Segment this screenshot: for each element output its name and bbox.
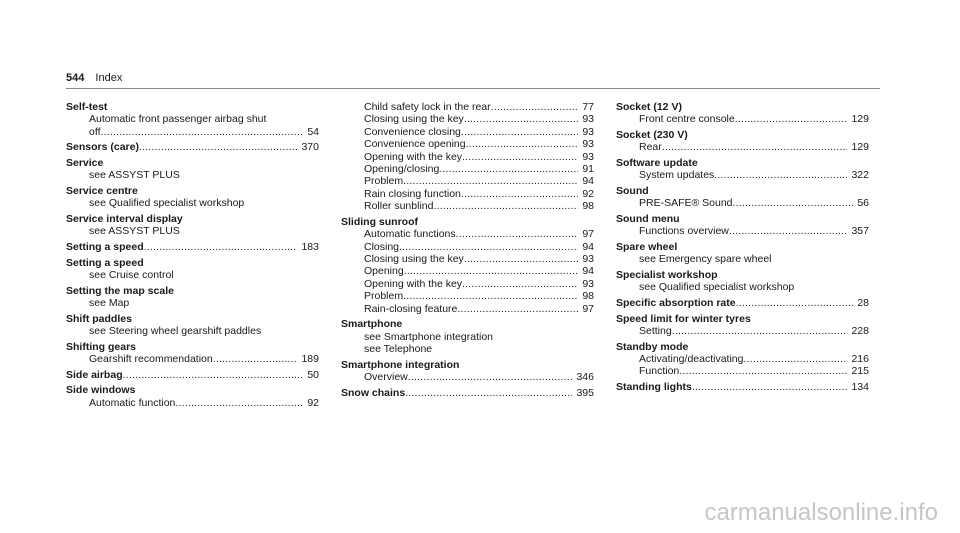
entry-subline — [66, 113, 319, 125]
subentry-text: see Cruise control — [89, 269, 174, 281]
page-ref[interactable]: 94 — [582, 265, 594, 278]
entry-title: Service interval display — [66, 213, 183, 225]
entry-subline — [341, 126, 594, 138]
index-entry — [66, 101, 319, 138]
entry-heading-line — [341, 318, 594, 330]
leader-dots — [403, 290, 578, 302]
leader-dots — [692, 381, 848, 393]
subentry-text: Closing using the key — [364, 253, 464, 266]
leader-dots — [405, 387, 572, 399]
subentry-text: Functions overview — [639, 225, 729, 238]
entry-title: Side airbag — [66, 368, 123, 381]
entry-heading-line — [66, 101, 319, 113]
entry-subline — [341, 101, 594, 113]
page-ref[interactable]: 370 — [301, 141, 319, 154]
leader-dots — [462, 151, 578, 163]
entry-subline — [616, 253, 869, 265]
entry-heading-line — [66, 157, 319, 169]
index-entry — [616, 381, 869, 393]
entry-subline — [341, 200, 594, 212]
index-entry — [616, 157, 869, 182]
subentry-text: Gearshift recommendation — [89, 353, 213, 365]
page-header — [66, 72, 122, 84]
entry-title: Shifting gears — [66, 340, 137, 353]
index-entry — [66, 384, 319, 409]
index-entry — [66, 285, 319, 310]
index-entry — [341, 318, 594, 355]
subentry-text: Problem — [364, 175, 404, 188]
entry-title: Standing lights — [616, 381, 692, 393]
page-ref[interactable]: 92 — [582, 187, 594, 200]
index-entry — [66, 369, 319, 381]
entry-heading-line — [66, 313, 319, 325]
leader-dots — [491, 101, 579, 113]
entry-heading-line — [66, 384, 319, 396]
leader-dots — [735, 113, 848, 125]
subentry-text: Function — [639, 365, 680, 378]
leader-dots — [123, 369, 304, 381]
entry-subline — [616, 353, 869, 365]
entry-heading-line — [616, 185, 869, 197]
subentry-text: see Map — [89, 297, 130, 309]
page-ref[interactable]: 215 — [851, 365, 869, 378]
leader-dots — [139, 141, 298, 153]
entry-title: Snow chains — [341, 386, 406, 399]
page-ref[interactable]: 93 — [582, 138, 594, 151]
index-entry — [66, 141, 319, 153]
entry-subline — [341, 151, 594, 163]
leader-dots — [466, 138, 579, 150]
page-ref[interactable]: 228 — [851, 325, 869, 337]
entry-subline — [66, 297, 319, 309]
index-column-1 — [66, 101, 319, 412]
entry-heading-line — [616, 297, 869, 309]
page-ref[interactable]: 50 — [307, 368, 319, 381]
leader-dots — [743, 353, 847, 365]
subentry-text: Child safety lock in the rear — [364, 101, 491, 113]
index-entry — [341, 216, 594, 315]
entry-title: Software update — [616, 157, 698, 169]
leader-dots — [461, 126, 578, 138]
subentry-text: Rear — [639, 141, 662, 154]
entry-heading-line — [66, 213, 319, 225]
subentry-text: see Qualified specialist workshop — [89, 197, 245, 210]
subentry-text: System updates — [639, 169, 715, 182]
entry-subline — [341, 343, 594, 355]
page-ref[interactable]: 216 — [851, 353, 869, 365]
entry-subline — [341, 138, 594, 150]
index-entry — [616, 241, 869, 266]
leader-dots — [736, 297, 854, 309]
entry-subline — [341, 253, 594, 265]
entry-title: Smartphone integration — [341, 358, 460, 371]
entry-title: Socket (230 V) — [616, 129, 688, 141]
leader-dots — [408, 371, 573, 383]
entry-heading-line — [66, 241, 319, 253]
page-ref[interactable]: 94 — [582, 240, 594, 253]
leader-dots — [662, 141, 848, 153]
entry-heading-line — [616, 381, 869, 393]
leader-dots — [729, 225, 848, 237]
entry-subline — [66, 397, 319, 409]
page-ref[interactable]: 97 — [582, 302, 594, 315]
entry-title: Sensors (care) — [66, 141, 139, 154]
section-title: Index — [95, 72, 123, 84]
index-entry — [616, 341, 869, 378]
entry-title: Sliding sunroof — [341, 215, 418, 228]
watermark: carmanualsonline.info — [704, 499, 938, 526]
entry-heading-line — [616, 129, 869, 141]
entry-title: Self-test — [66, 101, 108, 113]
leader-dots — [714, 169, 847, 181]
index-entry — [616, 213, 869, 238]
entry-subline — [341, 371, 594, 383]
index-entry — [616, 101, 869, 126]
leader-dots — [733, 197, 854, 209]
leader-dots — [213, 353, 298, 365]
entry-title: Sound — [616, 185, 649, 197]
page-ref[interactable]: 134 — [851, 381, 869, 393]
index-entry — [616, 313, 869, 338]
subentry-text: Opening — [364, 265, 404, 278]
leader-dots — [464, 253, 579, 265]
entry-subline — [341, 113, 594, 125]
entry-title: Speed limit for winter tyres — [616, 312, 751, 325]
leader-dots — [144, 241, 298, 253]
subentry-text: see Emergency spare wheel — [639, 253, 772, 266]
entry-heading-line — [341, 359, 594, 371]
entry-subline — [66, 325, 319, 337]
page-ref[interactable]: 54 — [307, 125, 319, 138]
entry-title: Socket (12 V) — [616, 101, 682, 113]
page-ref[interactable]: 93 — [582, 253, 594, 266]
page-ref[interactable]: 93 — [582, 150, 594, 163]
subentry-text: Roller sunblind — [364, 200, 434, 213]
page-ref[interactable]: 129 — [851, 141, 869, 154]
leader-dots — [456, 228, 579, 240]
page-ref[interactable]: 91 — [582, 163, 594, 176]
entry-title: Standby mode — [616, 340, 689, 353]
index-entry — [616, 269, 869, 294]
index-column-3 — [616, 101, 869, 397]
entry-title: Specific absorption rate — [616, 297, 736, 309]
entry-subline — [616, 325, 869, 337]
index-entry — [66, 241, 319, 253]
page-ref[interactable]: 28 — [857, 297, 869, 309]
entry-subline — [616, 169, 869, 181]
page-number: 544 — [66, 72, 85, 84]
index-entry — [341, 101, 594, 213]
leader-dots — [439, 163, 578, 175]
entry-subline — [341, 278, 594, 290]
entry-title: Smartphone — [341, 318, 403, 331]
leader-dots — [404, 265, 579, 277]
index-entry — [66, 185, 319, 210]
subentry-text: Closing using the key — [364, 113, 464, 126]
page-ref[interactable]: 97 — [582, 228, 594, 241]
subentry-text: see Smartphone integration — [364, 330, 493, 343]
index-entry — [66, 257, 319, 282]
leader-dots — [433, 200, 578, 212]
entry-heading-line — [66, 341, 319, 353]
leader-dots — [457, 303, 578, 315]
entry-subline — [341, 188, 594, 200]
leader-dots — [679, 365, 847, 377]
page-ref[interactable]: 98 — [582, 200, 594, 213]
subentry-text: Automatic front passenger airbag shut — [89, 113, 267, 126]
entry-heading-line — [66, 185, 319, 197]
entry-subline — [616, 197, 869, 209]
subentry-text: Convenience closing — [364, 125, 461, 138]
subentry-text: Closing — [364, 240, 400, 253]
entry-title: Service — [66, 157, 104, 169]
subentry-text: Opening with the key — [364, 150, 463, 163]
page-ref[interactable]: 322 — [851, 169, 869, 182]
entry-heading-line — [616, 213, 869, 225]
page-ref[interactable]: 129 — [851, 113, 869, 126]
entry-subline — [341, 331, 594, 343]
subentry-text: off — [89, 125, 101, 138]
entry-title: Spare wheel — [616, 241, 678, 253]
page-ref[interactable]: 183 — [301, 241, 319, 253]
entry-subline — [616, 281, 869, 293]
entry-title: Specialist workshop — [616, 269, 718, 281]
index-entry — [616, 129, 869, 154]
entry-subline — [616, 225, 869, 237]
entry-subline — [616, 365, 869, 377]
entry-subline — [341, 175, 594, 187]
entry-heading-line — [341, 216, 594, 228]
leader-dots — [399, 241, 578, 253]
subentry-text: Setting — [639, 325, 672, 337]
entry-heading-line — [616, 313, 869, 325]
leader-dots — [100, 126, 303, 138]
index-entry — [66, 341, 319, 366]
leader-dots — [461, 188, 578, 200]
subentry-text: Front centre console — [639, 113, 735, 126]
entry-subline — [341, 228, 594, 240]
page-ref[interactable]: 56 — [857, 197, 869, 210]
entry-subline — [341, 290, 594, 302]
entry-subline — [66, 225, 319, 237]
entry-subline — [341, 163, 594, 175]
page-ref[interactable]: 189 — [301, 353, 319, 365]
entry-title: Setting a speed — [66, 241, 144, 253]
entry-subline — [341, 265, 594, 277]
index-entry — [616, 297, 869, 309]
entry-title: Setting a speed — [66, 256, 144, 269]
page-ref[interactable]: 94 — [582, 175, 594, 188]
entry-title: Setting the map scale — [66, 284, 174, 297]
page-ref[interactable]: 77 — [582, 101, 594, 113]
subentry-text: Overview — [364, 371, 408, 384]
entry-subline — [66, 353, 319, 365]
entry-title: Shift paddles — [66, 312, 132, 325]
subentry-text: Opening/closing — [364, 163, 440, 176]
leader-dots — [462, 278, 578, 290]
subentry-text: PRE-SAFE® Sound — [639, 197, 733, 210]
entry-subline — [616, 113, 869, 125]
entry-heading-line — [66, 369, 319, 381]
page-ref[interactable]: 346 — [576, 371, 594, 384]
entry-subline — [341, 241, 594, 253]
entry-heading-line — [66, 141, 319, 153]
page-ref[interactable]: 357 — [851, 225, 869, 238]
leader-dots — [403, 175, 578, 187]
page-ref[interactable]: 93 — [582, 113, 594, 126]
page-ref[interactable]: 93 — [582, 125, 594, 138]
leader-dots — [672, 325, 848, 337]
subentry-text: see Qualified specialist workshop — [639, 281, 795, 294]
subentry-text: see ASSYST PLUS — [89, 225, 180, 238]
subentry-text: Convenience opening — [364, 138, 466, 151]
subentry-text: Automatic functions — [364, 228, 456, 241]
entry-heading-line — [616, 241, 869, 253]
entry-subline — [66, 197, 319, 209]
header-divider — [66, 88, 880, 89]
subentry-text: Rain-closing feature — [364, 302, 458, 315]
entry-heading-line — [66, 257, 319, 269]
entry-subline — [616, 141, 869, 153]
subentry-text: Problem — [364, 290, 404, 303]
subentry-text: Automatic function — [89, 396, 176, 409]
subentry-text: Activating/deactivating — [639, 353, 744, 365]
index-entry — [66, 313, 319, 338]
page-ref[interactable]: 98 — [582, 290, 594, 303]
index-column-2 — [341, 101, 594, 402]
entry-heading-line — [616, 101, 869, 113]
page-ref[interactable]: 92 — [307, 396, 319, 409]
entry-title: Side windows — [66, 384, 136, 397]
entry-subline — [66, 269, 319, 281]
entry-subline — [66, 126, 319, 138]
entry-heading-line — [341, 387, 594, 399]
index-entry — [341, 387, 594, 399]
subentry-text: see Steering wheel gearshift paddles — [89, 325, 262, 337]
leader-dots — [175, 397, 303, 409]
entry-subline — [66, 169, 319, 181]
subentry-text: see ASSYST PLUS — [89, 169, 180, 182]
entry-heading-line — [616, 269, 869, 281]
index-entry — [66, 157, 319, 182]
entry-heading-line — [66, 285, 319, 297]
index-entry — [66, 213, 319, 238]
subentry-text: Rain closing function — [364, 187, 461, 200]
page-ref[interactable]: 93 — [582, 277, 594, 290]
entry-heading-line — [616, 157, 869, 169]
page-ref[interactable]: 395 — [576, 386, 594, 399]
entry-subline — [341, 303, 594, 315]
leader-dots — [464, 113, 579, 125]
entry-title: Service centre — [66, 185, 138, 197]
index-entry — [616, 185, 869, 210]
subentry-text: Opening with the key — [364, 277, 463, 290]
entry-heading-line — [616, 341, 869, 353]
index-entry — [341, 359, 594, 384]
subentry-text: see Telephone — [364, 343, 433, 356]
entry-title: Sound menu — [616, 213, 680, 225]
